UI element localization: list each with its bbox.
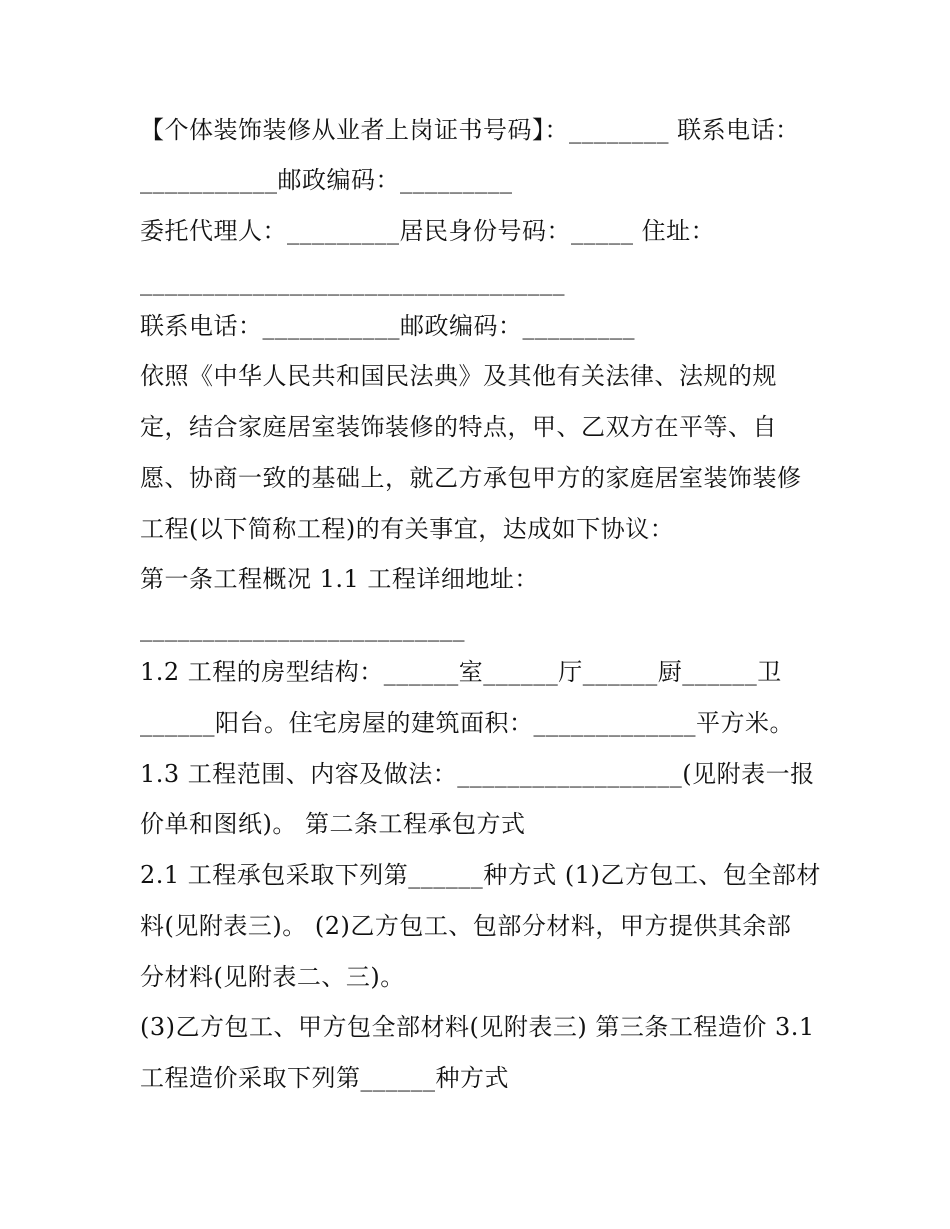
text-line: 定，结合家庭居室装饰装修的特点，甲、乙双方在平等、自 (140, 413, 777, 441)
text-line: 依照《中华人民共和国民法典》及其他有关法律、法规的规 (140, 362, 777, 390)
text-line: 愿、协商一致的基础上，就乙方承包甲方的家庭居室装饰装修 (140, 464, 802, 492)
text-line: 分材料(见附表二、三)。 (140, 963, 405, 991)
text-line: 1.2 工程的房型结构：______室______厅______厨______卫 (140, 658, 782, 686)
text-line: 第一条工程概况 1.1 工程详细地址： (140, 565, 539, 593)
text-line: 委托代理人：_________居民身份号码：_____ 住址： (140, 217, 716, 245)
text-line: 价单和图纸)。 第二条工程承包方式 (140, 810, 526, 838)
text-line: 联系电话：___________邮政编码：_________ (140, 312, 635, 340)
text-line: __________________________________ (140, 268, 565, 296)
text-line: ______阳台。住宅房屋的建筑面积：_____________平方米。 (140, 709, 794, 737)
text-line: ___________邮政编码：_________ (140, 166, 513, 194)
text-line: (3)乙方包工、甲方包全部材料(见附表三) 第三条工程造价 3.1 (140, 1013, 815, 1041)
text-line: __________________________ (140, 614, 465, 642)
text-line: 1.3 工程范围、内容及做法：__________________(见附表一报 (140, 760, 815, 788)
text-line: 工程(以下简称工程)的有关事宜，达成如下协议： (140, 515, 675, 543)
text-line: 料(见附表三)。 (2)乙方包工、包部分材料，甲方提供其余部 (140, 912, 792, 940)
text-line: 【个体装饰装修从业者上岗证书号码】：________ 联系电话： (140, 116, 800, 144)
text-line: 工程造价采取下列第______种方式 (140, 1064, 509, 1092)
text-line: 2.1 工程承包采取下列第______种方式 (1)乙方包工、包全部材 (140, 861, 821, 889)
